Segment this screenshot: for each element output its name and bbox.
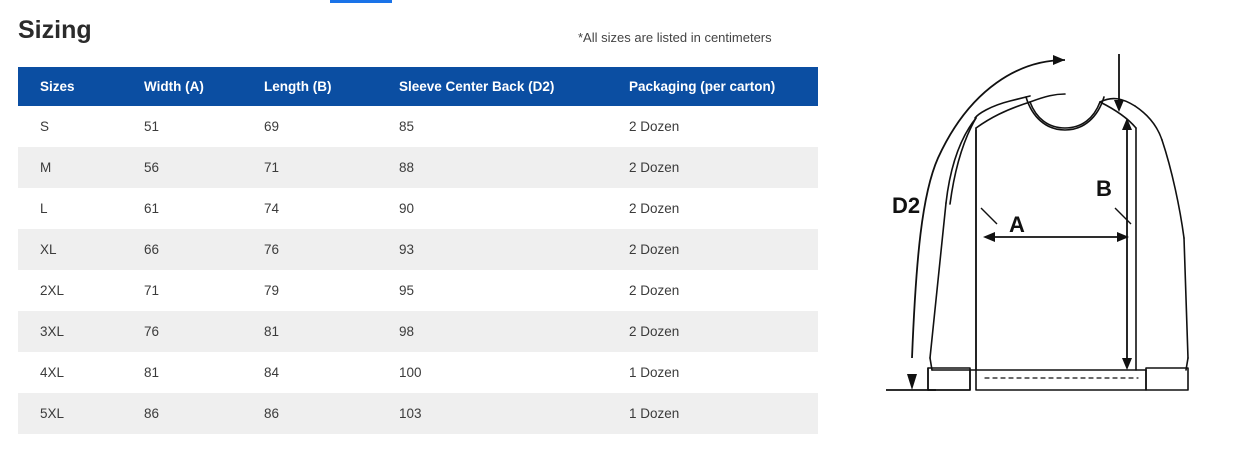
width-dimension-arrow [981, 208, 1131, 242]
cell-size: 4XL [18, 352, 122, 393]
label-sleeve-d2: D2 [892, 193, 921, 218]
cell-packaging: 2 Dozen [607, 106, 818, 147]
cell-sleeve: 103 [377, 393, 607, 434]
table-row [18, 106, 818, 147]
cell-sleeve: 88 [377, 147, 607, 188]
length-dimension-arrow [1114, 54, 1132, 370]
table-row [18, 147, 818, 188]
cell-width: 51 [122, 106, 242, 147]
cell-width: 61 [122, 188, 242, 229]
table-header-row [18, 67, 818, 106]
cell-sleeve: 100 [377, 352, 607, 393]
page-title: Sizing [18, 16, 92, 44]
cell-packaging: 2 Dozen [607, 188, 818, 229]
table-header [18, 67, 818, 106]
cell-size: XL [18, 229, 122, 270]
cell-size: 2XL [18, 270, 122, 311]
column-header-sizes: Sizes [18, 67, 122, 106]
column-header-sleeve: Sleeve Center Back (D2) [377, 67, 607, 106]
cell-sleeve: 90 [377, 188, 607, 229]
cell-sleeve: 93 [377, 229, 607, 270]
sizing-table [18, 67, 818, 434]
table-body [18, 106, 818, 434]
cell-size: S [18, 106, 122, 147]
cell-width: 81 [122, 352, 242, 393]
cell-size: M [18, 147, 122, 188]
garment-measurement-diagram [850, 18, 1243, 458]
cell-size: 3XL [18, 311, 122, 352]
cell-packaging: 2 Dozen [607, 270, 818, 311]
cell-length: 69 [242, 106, 377, 147]
cell-packaging: 2 Dozen [607, 229, 818, 270]
column-header-packaging: Packaging (per carton) [607, 67, 818, 106]
column-header-width: Width (A) [122, 67, 242, 106]
cell-sleeve: 98 [377, 311, 607, 352]
table-row [18, 393, 818, 434]
table-row [18, 311, 818, 352]
cell-size: L [18, 188, 122, 229]
cell-length: 74 [242, 188, 377, 229]
label-width-a: A [1009, 212, 1025, 237]
column-header-length: Length (B) [242, 67, 377, 106]
cell-sleeve: 85 [377, 106, 607, 147]
cell-width: 76 [122, 311, 242, 352]
cell-width: 86 [122, 393, 242, 434]
units-note: *All sizes are listed in centimeters [578, 30, 772, 45]
label-length-b: B [1096, 176, 1112, 201]
cell-width: 56 [122, 147, 242, 188]
table-row [18, 352, 818, 393]
cell-packaging: 2 Dozen [607, 147, 818, 188]
cell-packaging: 1 Dozen [607, 393, 818, 434]
cell-length: 79 [242, 270, 377, 311]
cell-length: 86 [242, 393, 377, 434]
cell-sleeve: 95 [377, 270, 607, 311]
sweatshirt-outline-icon [928, 94, 1188, 390]
cell-length: 71 [242, 147, 377, 188]
cell-width: 66 [122, 229, 242, 270]
cell-length: 84 [242, 352, 377, 393]
table-row [18, 270, 818, 311]
cell-length: 81 [242, 311, 377, 352]
cell-length: 76 [242, 229, 377, 270]
cell-packaging: 2 Dozen [607, 311, 818, 352]
cell-size: 5XL [18, 393, 122, 434]
cell-width: 71 [122, 270, 242, 311]
table-row [18, 188, 818, 229]
table-row [18, 229, 818, 270]
cell-packaging: 1 Dozen [607, 352, 818, 393]
